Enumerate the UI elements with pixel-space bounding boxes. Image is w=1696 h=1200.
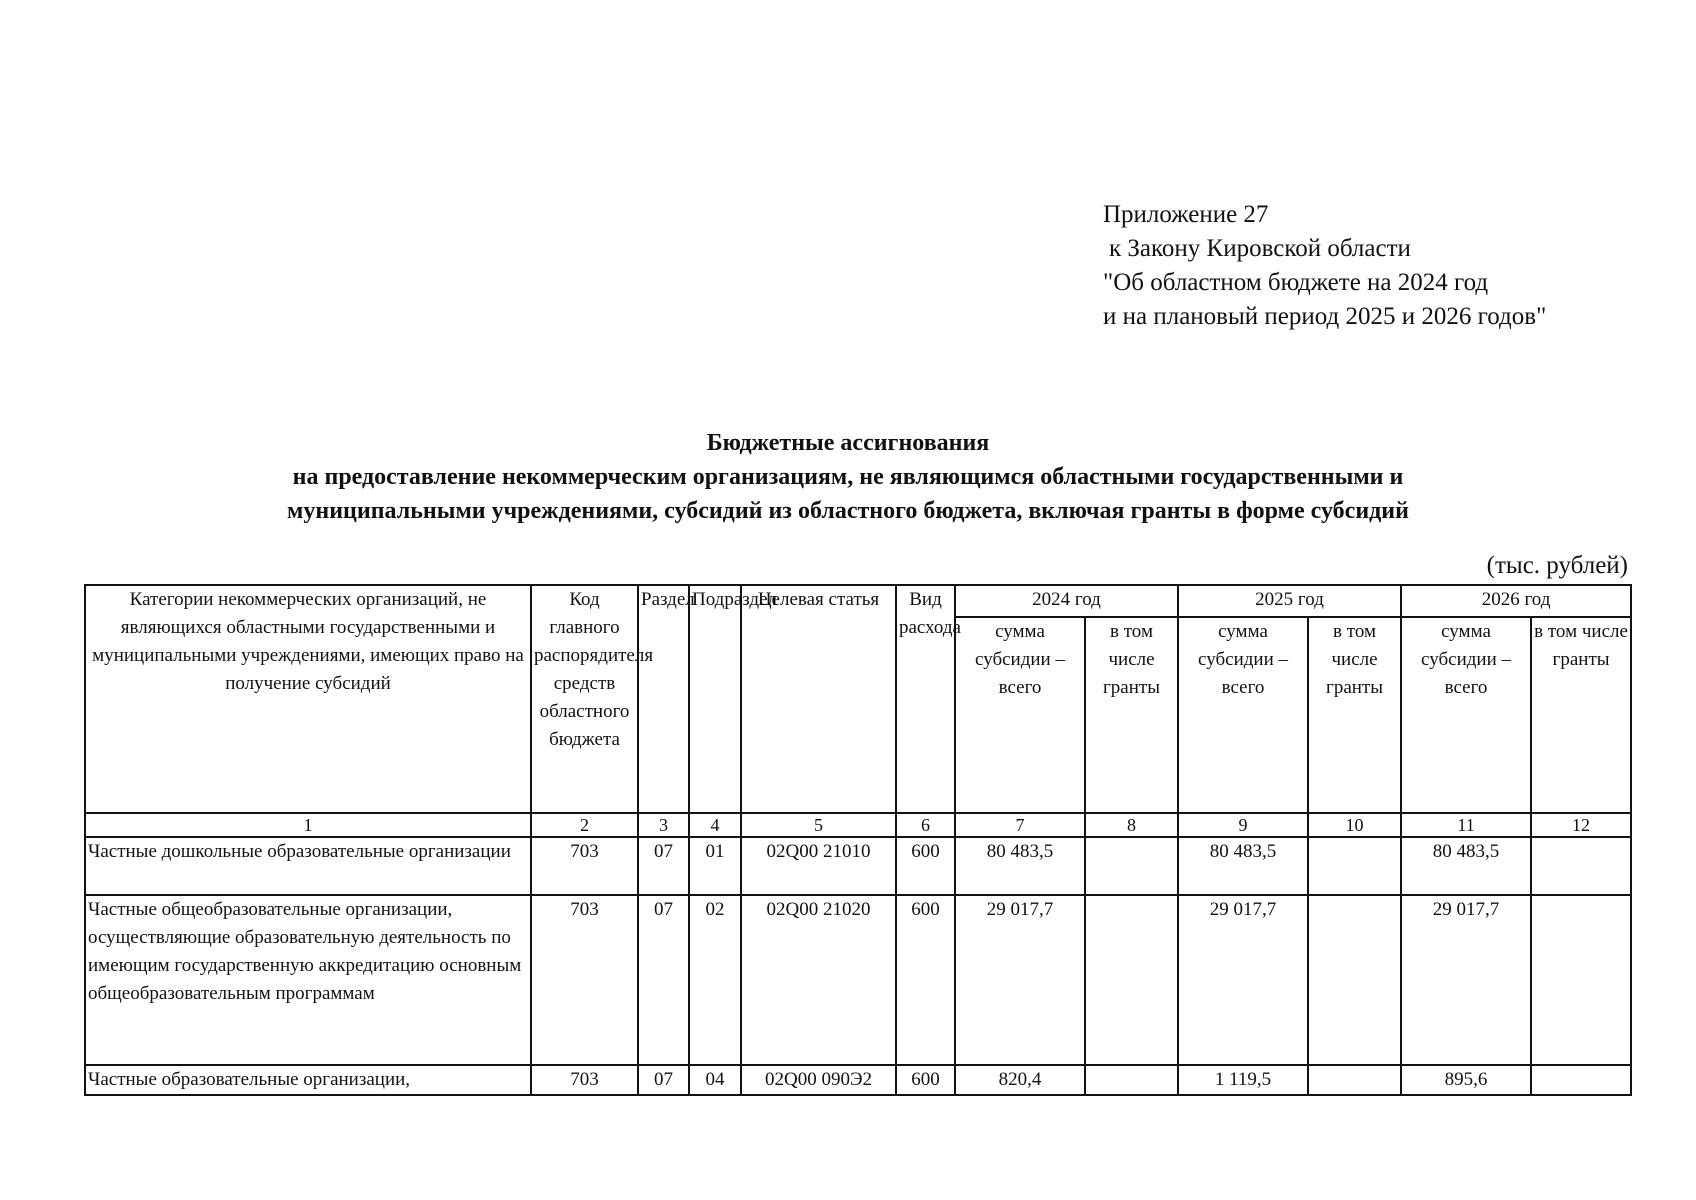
row-grants-2024: [1085, 1065, 1178, 1095]
row-section: 07: [638, 837, 689, 895]
row-expense-type: 600: [896, 895, 955, 1065]
row-grants-2025: [1308, 895, 1401, 1065]
header-row-1: [85, 585, 1631, 617]
row-sum-2026: 895,6: [1401, 1065, 1531, 1095]
column-number: 7: [955, 813, 1085, 837]
header-grants-2026: в том числе гранты: [1531, 617, 1631, 813]
row-sum-2024: 820,4: [955, 1065, 1085, 1095]
document-title: [0, 426, 1696, 528]
header-grants-2025: в том числе гранты: [1308, 617, 1401, 813]
units-label: (тыс. рублей): [1486, 552, 1628, 579]
row-sum-2024: 29 017,7: [955, 895, 1085, 1065]
table-row: [85, 837, 1631, 895]
column-number: 2: [531, 813, 638, 837]
header-year-2024: 2024 год: [955, 585, 1178, 617]
header-expense-type: Вид расхода: [896, 585, 955, 813]
row-grants-2025: [1308, 837, 1401, 895]
appendix-block: [1103, 198, 1546, 334]
appendix-line-3: "Об областном бюджете на 2024 год: [1103, 269, 1489, 296]
column-number: 6: [896, 813, 955, 837]
column-number: 5: [741, 813, 896, 837]
header-category: Категории некоммерческих организаций, не являющихся областными государственными и муниципальными учреждениями, имеющих право на получение субсидий: [85, 585, 531, 813]
column-number: 3: [638, 813, 689, 837]
row-sum-2025: 1 119,5: [1178, 1065, 1308, 1095]
header-sum-2025: сумма субсидии – всего: [1178, 617, 1308, 813]
row-target: 02Q00 21020: [741, 895, 896, 1065]
column-number: 10: [1308, 813, 1401, 837]
column-number: 4: [689, 813, 741, 837]
table-row: [85, 1065, 1631, 1095]
row-sum-2026: 80 483,5: [1401, 837, 1531, 895]
appendix-line-1: Приложение 27: [1103, 201, 1269, 228]
row-target: 02Q00 21010: [741, 837, 896, 895]
column-numbers-row: [85, 813, 1631, 837]
row-target: 02Q00 090Э2: [741, 1065, 896, 1095]
row-category: Частные образовательные организации,: [85, 1065, 531, 1095]
row-subsection: 02: [689, 895, 741, 1065]
row-sum-2026: 29 017,7: [1401, 895, 1531, 1065]
row-sum-2024: 80 483,5: [955, 837, 1085, 895]
row-grants-2026: [1531, 837, 1631, 895]
row-grants-2025: [1308, 1065, 1401, 1095]
row-grants-2024: [1085, 837, 1178, 895]
row-sum-2025: 80 483,5: [1178, 837, 1308, 895]
column-number: 11: [1401, 813, 1531, 837]
row-subsection: 01: [689, 837, 741, 895]
appendix-line-4: и на плановый период 2025 и 2026 годов": [1103, 303, 1547, 330]
row-code: 703: [531, 895, 638, 1065]
header-target: Целевая статья: [741, 585, 896, 813]
column-number: 1: [85, 813, 531, 837]
title-line-3: муниципальными учреждениями, субсидий из областного бюджета, включая гранты в форме субсидий: [287, 498, 1409, 524]
row-grants-2024: [1085, 895, 1178, 1065]
table-row: [85, 895, 1631, 1065]
row-expense-type: 600: [896, 1065, 955, 1095]
row-code: 703: [531, 837, 638, 895]
column-number: 9: [1178, 813, 1308, 837]
row-expense-type: 600: [896, 837, 955, 895]
title-line-2: на предоставление некоммерческим организациям, не являющимся областными государственными и: [292, 464, 1404, 490]
column-number: 12: [1531, 813, 1631, 837]
row-category: Частные дошкольные образовательные организации: [85, 837, 531, 895]
header-section: Раздел: [638, 585, 689, 813]
row-grants-2026: [1531, 1065, 1631, 1095]
header-grants-2024: в том числе гранты: [1085, 617, 1178, 813]
header-sum-2026: сумма субсидии – всего: [1401, 617, 1531, 813]
row-category: Частные общеобразовательные организации, осуществляющие образовательную деятельность по имеющим государственную аккредитацию основным общеобразовательным программам: [85, 895, 531, 1065]
header-year-2025: 2025 год: [1178, 585, 1401, 617]
row-code: 703: [531, 1065, 638, 1095]
header-sum-2024: сумма субсидии – всего: [955, 617, 1085, 813]
row-grants-2026: [1531, 895, 1631, 1065]
row-subsection: 04: [689, 1065, 741, 1095]
row-section: 07: [638, 1065, 689, 1095]
column-number: 8: [1085, 813, 1178, 837]
row-section: 07: [638, 895, 689, 1065]
header-subsection: Подраздел: [689, 585, 741, 813]
row-sum-2025: 29 017,7: [1178, 895, 1308, 1065]
budget-table: [84, 584, 1632, 1096]
appendix-line-2: к Закону Кировской области: [1109, 235, 1411, 262]
title-line-1: Бюджетные ассигнования: [706, 430, 990, 456]
header-year-2026: 2026 год: [1401, 585, 1631, 617]
header-code: Код главного распорядителя средств областного бюджета: [531, 585, 638, 813]
